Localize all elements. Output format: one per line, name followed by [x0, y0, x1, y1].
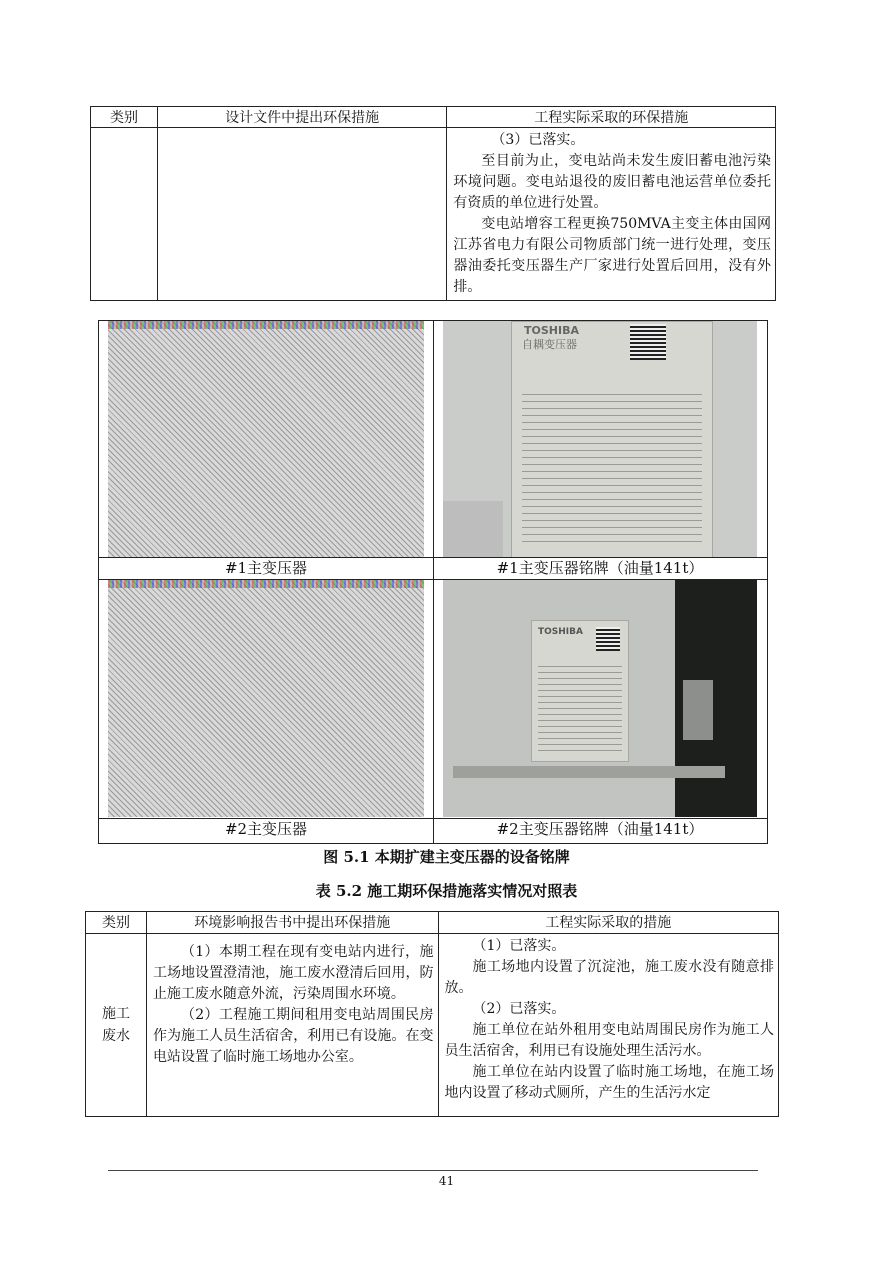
- figure-grid: [98, 320, 768, 844]
- report-para-1: （1）本期工程在现有变电站内进行，施工场地设置澄清池，施工废水澄清后回用，防止施工废水随意外流，污染周围水环境。: [152, 944, 434, 1002]
- header-report-measures: 环境影响报告书中提出环保措施: [146, 912, 438, 934]
- mounting-bracket: [453, 766, 725, 778]
- footer-rule: [108, 1170, 758, 1171]
- actual-para-3: 变电站增容工程更换750MVA主变主体由国网江苏省电力有限公司物质部门统一进行处理，变压器油委托变压器生产厂家进行处置后回用，没有外排。: [453, 216, 771, 295]
- header-category: 类别: [86, 912, 147, 934]
- caption-nameplate-1: #1主变压器铭牌（油量141t）: [433, 557, 767, 578]
- header-actual-measures: 工程实际采取的措施: [438, 912, 779, 934]
- photo-transformer-2: [108, 580, 424, 817]
- nameplate-brand: TOSHIBA: [524, 324, 579, 337]
- qr-code-icon: [596, 627, 620, 651]
- photo-noise-strip: [108, 580, 424, 588]
- actual-para-1: （1）已落实。: [472, 938, 566, 954]
- photo-transformer-1: [108, 321, 424, 557]
- report-para-2: （2）工程施工期间租用变电站周围民房作为施工人员生活宿舍，利用已有设施。在变电站设置了临时施工场地办公室。: [152, 1007, 434, 1065]
- table-row: [91, 128, 776, 301]
- header-category: 类别: [91, 107, 158, 128]
- grid-divider: [433, 321, 434, 843]
- header-actual-measures: 工程实际采取的环保措施: [447, 107, 776, 128]
- qr-code-icon: [630, 324, 666, 360]
- actual-para-4: 施工单位在站外租用变电站周围民房作为施工人员生活宿舍，利用已有设施处理生活污水。: [444, 1022, 774, 1059]
- caption-nameplate-2: #2主变压器铭牌（油量141t）: [433, 818, 767, 839]
- actual-para-5: 施工单位在站内设置了临时施工场地，在施工场地内设置了移动式厕所，产生的生活污水定: [444, 1064, 774, 1101]
- table-header-row: [86, 912, 779, 934]
- junction-box: [443, 501, 503, 557]
- actual-para-2: 施工场地内设置了沉淀池，施工废水没有随意排放。: [444, 959, 774, 996]
- photo-nameplate-2: [443, 580, 757, 817]
- cell-actual: [447, 128, 776, 301]
- actual-para-2: 至目前为止，变电站尚未发生废旧蓄电池污染环境问题。变电站退役的废旧蓄电池运营单位委托有资质的单位进行处置。: [453, 153, 771, 211]
- figure-title: 图 5.1 本期扩建主变压器的设备铭牌: [323, 848, 570, 866]
- cell-report: [146, 934, 438, 1117]
- photo-nameplate-1: [443, 321, 757, 557]
- actual-para-3: （2）已落实。: [472, 1001, 566, 1017]
- table-title: 表 5.2 施工期环保措施落实情况对照表: [315, 882, 578, 900]
- page-number: 41: [438, 1174, 455, 1188]
- actual-para-1: （3）已落实。: [491, 132, 585, 148]
- table-header-row: [91, 107, 776, 128]
- caption-transformer-2: #2主变压器: [99, 818, 433, 839]
- table-construction-measures: [85, 911, 779, 1117]
- table-continued: [90, 106, 776, 301]
- nameplate-brand: TOSHIBA: [538, 627, 583, 637]
- cell-actual: [438, 934, 779, 1117]
- caption-transformer-1: #1主变压器: [99, 557, 433, 578]
- table-row: [86, 934, 779, 1117]
- nameplate-title: 自耦变压器: [522, 338, 577, 351]
- valve-fixture: [683, 680, 713, 740]
- photo-noise-strip: [108, 321, 424, 329]
- nameplate-text-lines: [522, 392, 702, 542]
- nameplate-1: [511, 321, 713, 557]
- nameplate-2: [531, 620, 629, 762]
- nameplate-text-lines: [538, 661, 622, 751]
- cell-category: [91, 128, 158, 301]
- header-design-measures: 设计文件中提出环保措施: [157, 107, 447, 128]
- cell-category: [86, 934, 147, 1117]
- category-label: 施工废水: [101, 1006, 130, 1044]
- grid-divider: [99, 579, 767, 580]
- cell-design: [157, 128, 447, 301]
